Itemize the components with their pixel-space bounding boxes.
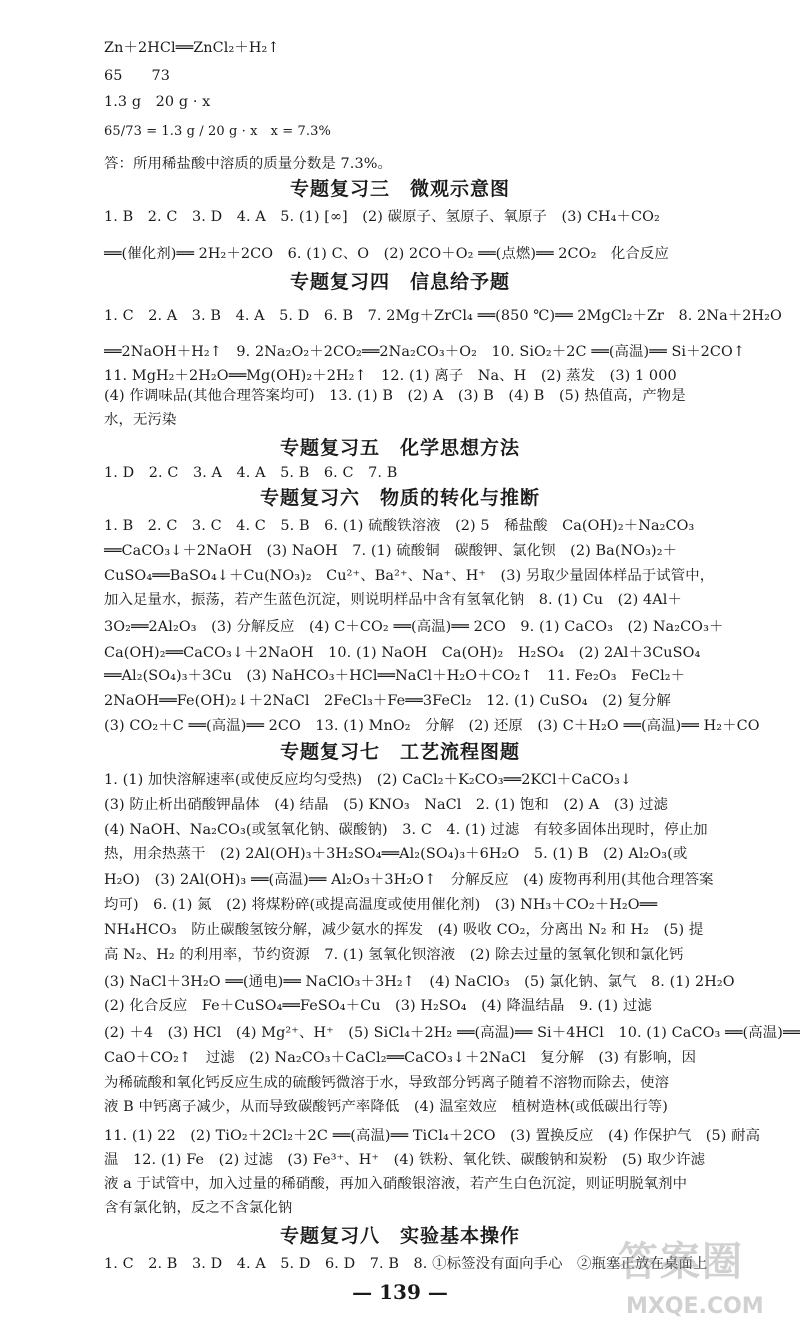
text-line: 1.3 g 20 g · x: [104, 94, 211, 110]
text-line: CaO＋CO₂↑ 过滤 (2) Na₂CO₃＋CaCl₂══CaCO₃↓＋2NaCl 复分解 (3) 有影响，因: [104, 1050, 697, 1066]
text-line: 液 B 中钙离子减少，从而导致碳酸钙产率降低 (4) 温室效应 植树造林(或低碳出行等): [104, 1099, 668, 1115]
text-line: 65/73 = 1.3 g / 20 g · x x = 7.3%: [104, 124, 331, 139]
text-line: ══(催化剂)══ 2H₂＋2CO 6. (1) C、O (2) 2CO＋O₂ ══(点燃)══ 2CO₂ 化合反应: [104, 246, 669, 262]
section-heading: 专题复习八 实验基本操作: [279, 1225, 520, 1247]
text-line: 11. (1) 22 (2) TiO₂＋2Cl₂＋2C ══(高温)══ TiCl₄＋2CO (3) 置换反应 (4) 作保护气 (5) 耐高: [104, 1128, 761, 1144]
text-line: 1. D 2. C 3. A 4. A 5. B 6. C 7. B: [104, 465, 398, 481]
text-line: CuSO₄══BaSO₄↓＋Cu(NO₃)₂ Cu²⁺、Ba²⁺、Na⁺、H⁺ (3) 另取少量固体样品于试管中，: [104, 568, 715, 584]
section-heading: 专题复习五 化学思想方法: [279, 437, 520, 459]
text-line: (3) NaCl＋3H₂O ══(通电)══ NaClO₃＋3H₂↑ (4) NaClO₃ (5) 氯化钠、氯气 8. (1) 2H₂O: [104, 974, 735, 990]
watermark-text: 答案圈: [618, 1239, 744, 1285]
text-line: Zn＋2HCl══ZnCl₂＋H₂↑: [104, 40, 280, 56]
text-line: 高 N₂、H₂ 的利用率，节约资源 7. (1) 氢氧化钡溶液 (2) 除去过量的氢氧化钡和氯化钙: [104, 947, 684, 963]
page-number: — 139 —: [352, 1280, 448, 1304]
text-line: ══2NaOH＋H₂↑ 9. 2Na₂O₂＋2CO₂══2Na₂CO₃＋O₂ 10. SiO₂＋2C ══(高温)══ Si＋2CO↑: [104, 344, 746, 360]
watermark-url: MXQE.COM: [626, 1294, 764, 1319]
text-line: 1. C 2. B 3. D 4. A 5. D 6. D 7. B 8. ①标签没有面向手心 ②瓶塞正放在桌面上: [104, 1256, 708, 1272]
section-heading: 专题复习四 信息给予题: [289, 271, 510, 293]
text-line: 含有氯化钠，反之不含氯化钠: [104, 1200, 293, 1216]
text-line: 热，用余热蒸干 (2) 2Al(OH)₃＋3H₂SO₄══Al₂(SO₄)₃＋6H₂O 5. (1) B (2) Al₂O₃(或: [104, 846, 688, 862]
text-line: 均可) 6. (1) 氮 (2) 将煤粉碎(或提高温度或使用催化剂) (3) NH₃＋CO₂＋H₂O══: [104, 897, 658, 913]
text-line: 1. B 2. C 3. D 4. A 5. (1) [∞] (2) 碳原子、氢原子、氧原子 (3) CH₄＋CO₂: [104, 209, 660, 225]
text-line: 加入足量水，振荡，若产生蓝色沉淀，则说明样品中含有氢氧化钠 8. (1) Cu (2) 4Al＋: [104, 592, 682, 608]
text-line: 水，无污染: [104, 412, 177, 428]
text-line: (3) 防止析出硝酸钾晶体 (4) 结晶 (5) KNO₃ NaCl 2. (1) 饱和 (2) A (3) 过滤: [104, 797, 669, 813]
text-line: (3) CO₂＋C ══(高温)══ 2CO 13. (1) MnO₂ 分解 (2) 还原 (3) C＋H₂O ══(高温)══ H₂＋CO: [104, 718, 760, 734]
text-line: 3O₂══2Al₂O₃ (3) 分解反应 (4) C＋CO₂ ══(高温)══ 2CO 9. (1) CaCO₃ (2) Na₂CO₃＋: [104, 619, 724, 635]
text-line: 2NaOH══Fe(OH)₂↓＋2NaCl 2FeCl₃＋Fe══3FeCl₂ 12. (1) CuSO₄ (2) 复分解: [104, 693, 671, 709]
text-line: (4) NaOH、Na₂CO₃(或氢氧化钠、碳酸钠) 3. C 4. (1) 过滤 有较多固体出现时，停止加: [104, 822, 708, 838]
text-line: 1. B 2. C 3. C 4. C 5. B 6. (1) 硫酸铁溶液 (2) 5 稀盐酸 Ca(OH)₂＋Na₂CO₃: [104, 518, 695, 534]
text-line: 液 a 于试管中，加入过量的稀硝酸，再加入硝酸银溶液，若产生白色沉淀，则证明脱氧剂中: [104, 1176, 688, 1192]
section-heading: 专题复习七 工艺流程图题: [279, 741, 520, 763]
text-line: 温 12. (1) Fe (2) 过滤 (3) Fe³⁺、H⁺ (4) 铁粉、氧化铁、碳酸钠和炭粉 (5) 取少许滤: [104, 1152, 706, 1168]
text-line: Ca(OH)₂══CaCO₃↓＋2NaOH 10. (1) NaOH Ca(OH)₂ H₂SO₄ (2) 2Al＋3CuSO₄: [104, 645, 701, 661]
text-line: ══CaCO₃↓＋2NaOH (3) NaOH 7. (1) 硫酸铜 碳酸钾、氯化钡 (2) Ba(NO₃)₂＋: [104, 543, 678, 559]
text-line: 11. MgH₂＋2H₂O══Mg(OH)₂＋2H₂↑ 12. (1) 离子 Na、H (2) 蒸发 (3) 1 000: [104, 368, 677, 384]
text-line: H₂O) (3) 2Al(OH)₃ ══(高温)══ Al₂O₃＋3H₂O↑ 分解反应 (4) 废物再利用(其他合理答案: [104, 872, 714, 888]
text-line: 答：所用稀盐酸中溶质的质量分数是 7.3%。: [104, 156, 392, 172]
section-heading: 专题复习三 微观示意图: [289, 178, 510, 200]
text-line: 1. C 2. A 3. B 4. A 5. D 6. B 7. 2Mg＋ZrCl₄ ══(850 ℃)══ 2MgCl₂＋Zr 8. 2Na＋2H₂O: [104, 308, 782, 324]
watermark-logo: [608, 1228, 798, 1328]
section-heading: 专题复习六 物质的转化与推断: [259, 487, 540, 509]
text-line: (2) ＋4 (3) HCl (4) Mg²⁺、H⁺ (5) SiCl₄＋2H₂ ══(高温)══ Si＋4HCl 10. (1) CaCO₃ ══(高温)══: [104, 1025, 800, 1041]
text-line: 65 73: [104, 68, 171, 84]
text-line: 为稀硫酸和氧化钙反应生成的硫酸钙微溶于水，导致部分钙离子随着不溶物而除去，使溶: [104, 1075, 670, 1091]
text-line: (2) 化合反应 Fe＋CuSO₄══FeSO₄＋Cu (3) H₂SO₄ (4) 降温结晶 9. (1) 过滤: [104, 998, 652, 1014]
text-line: 1. (1) 加快溶解速率(或使反应均匀受热) (2) CaCl₂＋K₂CO₃══2KCl＋CaCO₃↓: [104, 772, 633, 788]
text-line: (4) 作调味品(其他合理答案均可) 13. (1) B (2) A (3) B (4) B (5) 热值高，产物是: [104, 388, 686, 404]
text-line: NH₄HCO₃ 防止碳酸氢铵分解，减少氨水的挥发 (4) 吸收 CO₂，分离出 N₂ 和 H₂ (5) 提: [104, 922, 704, 938]
text-line: ══Al₂(SO₄)₃＋3Cu (3) NaHCO₃＋HCl══NaCl＋H₂O＋CO₂↑ 11. Fe₂O₃ FeCl₂＋: [104, 668, 686, 684]
